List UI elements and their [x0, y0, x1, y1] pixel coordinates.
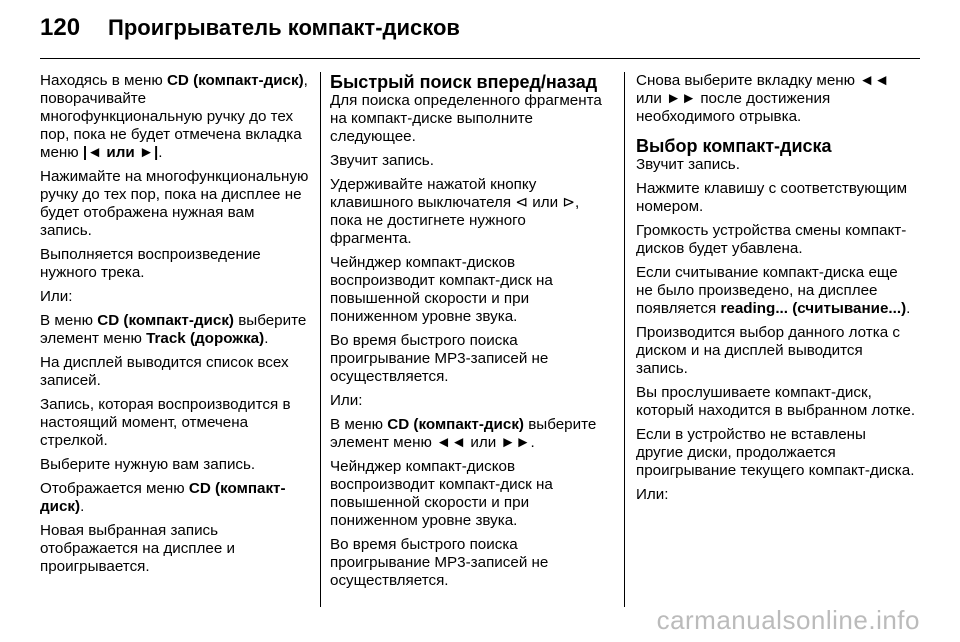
paragraph: Отображается меню CD (компакт-диск). — [40, 480, 286, 515]
paragraph: Во время быстрого поиска проигрывание MP3-записей не осуществляется. — [330, 536, 549, 589]
paragraph: Снова выберите вкладку меню ◄◄ или ►► после достижения необходимого отрывка. — [636, 72, 890, 125]
column-divider — [320, 72, 321, 607]
paragraph: Удерживайте нажатой кнопку клавишного выключателя ⊲ или ⊳, пока не достигнете нужного фрагмента. — [330, 176, 580, 247]
paragraph: Новая выбранная запись отображается на дисплее и проигрывается. — [40, 522, 235, 575]
paragraph: Запись, которая воспроизводится в настоящий момент, отмечена стрелкой. — [40, 396, 291, 449]
paragraph: Вы прослушиваете компакт-диск, который находится в выбранном лотке. — [636, 384, 916, 419]
column-divider — [624, 72, 625, 607]
paragraph: Если считывание компакт-диска еще не было произведено, на дисплее появляется reading... (считывание...). — [636, 264, 911, 317]
paragraph: Звучит запись. — [330, 152, 434, 169]
column-3 — [636, 72, 916, 510]
column-2 — [330, 72, 610, 596]
paragraph: Звучит запись. — [636, 156, 740, 173]
section-heading: Быстрый поиск вперед/назад — [330, 72, 598, 92]
paragraph: Чейнджер компакт-дисков воспроизводит компакт-диск на повышенной скорости и при пониженном уровне звука. — [330, 254, 553, 325]
column-1 — [40, 72, 310, 582]
paragraph: На дисплей выводится список всех записей. — [40, 354, 289, 389]
watermark: carmanualsonline.info — [656, 605, 920, 635]
header-rule — [40, 58, 920, 59]
paragraph: Или: — [40, 288, 73, 305]
paragraph: Громкость устройства смены компакт-дисков будет убавлена. — [636, 222, 907, 257]
paragraph: Выполняется воспроизведение нужного трека. — [40, 246, 261, 281]
paragraph: Выберите нужную вам запись. — [40, 456, 256, 473]
paragraph: Находясь в меню CD (компакт-диск), поворачивайте многофункциональную ручку до тех пор, пока не будет отмечена вкладка меню |◄ или ►|. — [40, 72, 308, 161]
paragraph: Нажимайте на многофункциональную ручку до тех пор, пока на дисплее не будет отображена нужная вам запись. — [40, 168, 309, 239]
paragraph: Или: — [330, 392, 363, 409]
paragraph: Чейнджер компакт-дисков воспроизводит компакт-диск на повышенной скорости и при пониженном уровне звука. — [330, 458, 553, 529]
paragraph: Во время быстрого поиска проигрывание MP3-записей не осуществляется. — [330, 332, 549, 385]
paragraph: Если в устройство не вставлены другие диски, продолжается проигрывание текущего компакт-диска. — [636, 426, 915, 479]
page-header — [40, 14, 460, 54]
paragraph: Или: — [636, 486, 669, 503]
chapter-title: Проигрыватель компакт-дисков — [108, 15, 460, 40]
paragraph: В меню CD (компакт-диск) выберите элемент меню Track (дорожка). — [40, 312, 307, 347]
paragraph: В меню CD (компакт-диск) выберите элемент меню ◄◄ или ►►. — [330, 416, 597, 451]
page-number: 120 — [40, 14, 81, 41]
paragraph: Нажмите клавишу с соответствующим номером. — [636, 180, 908, 215]
paragraph: Производится выбор данного лотка с диском и на дисплей выводится запись. — [636, 324, 900, 377]
section-heading: Выбор компакт-диска — [636, 136, 832, 156]
skip-track-symbols: |◄ или ►| — [82, 144, 159, 161]
paragraph: Для поиска определенного фрагмента на компакт-диске выполните следующее. — [330, 92, 602, 145]
